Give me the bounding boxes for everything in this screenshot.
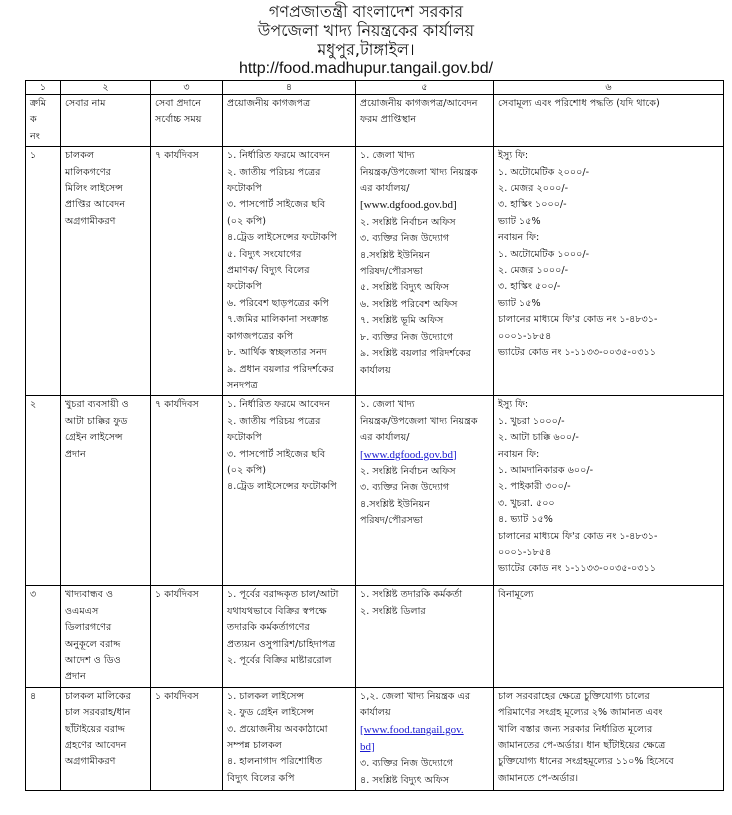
cell-line: ৩. পাসপোর্ট সাইজের ছবি: [227, 199, 326, 211]
cell-document-source: [356, 586, 494, 687]
link-text[interactable]: [www.dgfood.gov.bd]: [360, 199, 457, 212]
column-number-service-name: ২: [61, 81, 151, 95]
column-number-serial: ১: [26, 81, 61, 95]
cell-line: ৬. পরিবেশ ছাড়পত্রের কপি: [227, 297, 329, 309]
cell-line: ২. জাতীয় পরিচয় পত্রের: [227, 166, 321, 178]
cell-line: ২. সংশ্লিষ্ট নির্বাচন অফিস: [360, 465, 456, 477]
cell-line: বিনামূল্যে: [498, 589, 534, 601]
cell-line: জামানতে পে-অর্ডার।: [498, 772, 579, 784]
cell-line: ২. পূর্বের বিক্রির মাষ্টাররোল: [227, 654, 332, 666]
cell-required-documents: [223, 687, 356, 790]
cell-line: ৩. হাস্কিং ১০০০/-: [498, 199, 567, 211]
cell-line: ভ্যাট ১৫%: [498, 297, 541, 309]
cell-fee-payment: [494, 147, 724, 396]
cell-line: ১. অটোমেটিক ২০০০/-: [498, 166, 590, 178]
cell-line: ইস্যু ফি:: [498, 150, 529, 162]
cell-line: ৪.ট্রেড লাইসেন্সের ফটোকপি: [227, 232, 337, 244]
cell-line: ফটোকপি: [227, 281, 262, 293]
cell-line: ৯. প্রধান বয়লার পরিদর্শকের: [227, 363, 334, 375]
cell-line: ২. জাতীয় পরিচয় পত্রের: [227, 415, 321, 427]
cell-line: এর কার্যালয়/: [360, 432, 410, 444]
cell-line: ৭ কার্যদিবস: [155, 399, 199, 411]
document-header: [0, 0, 732, 78]
cell-serial: [26, 147, 61, 396]
cell-line: ভ্যাটের কোড নং ১-১১৩৩-০০৩৫-০৩১১: [498, 563, 656, 575]
cell-line: ৩. হাস্কিং ৫০০/-: [498, 281, 561, 293]
cell-line: ০০০১-১৮৫৪: [498, 546, 552, 558]
cell-line: ১. জেলা খাদ্য: [360, 399, 415, 411]
cell-required-documents: [223, 586, 356, 687]
cell-line: কার্যালয়: [360, 364, 391, 376]
header-line: সর্বোচ্চ সময়: [155, 114, 202, 126]
table-row: [26, 687, 724, 790]
cell-line: ১ কার্যদিবস: [155, 589, 199, 601]
table-row: [26, 396, 724, 586]
cell-line: ৩: [30, 589, 37, 601]
cell-line: নিয়ন্ত্রক/উপজেলা খাদ্য নিয়ন্ত্রক: [360, 166, 478, 178]
column-header-document-source: [356, 95, 494, 147]
header-line: সেবামূল্য এবং পরিশোধ পদ্ধতি (যদি থাকে): [498, 98, 660, 109]
cell-line: কাগজপত্রের কপি: [227, 330, 294, 342]
cell-line: পরিষদ/পৌরসভা: [360, 266, 423, 278]
cell-line: ২. পাইকারী ৩০০/-: [498, 481, 571, 493]
column-header-required-documents: [223, 95, 356, 147]
header-line: সেবা প্রদানে: [155, 98, 201, 109]
cell-line: যথাযথভাবে বিক্রির স্বপক্ষে: [227, 605, 327, 617]
column-number-fee-payment: ৬: [494, 81, 724, 95]
cell-line: নবায়ন ফি:: [498, 232, 540, 244]
column-number-max-time: ৩: [151, 81, 223, 95]
cell-line: ৩. খুচরা. ৫০০: [498, 497, 555, 509]
cell-line: ০০০১-১৮৫৪: [498, 330, 552, 342]
cell-line: ১. চালকল লাইসেন্স: [227, 690, 305, 702]
cell-fee-payment: [494, 586, 724, 687]
cell-line: ২. সংশ্লিষ্ট নির্বাচন অফিস: [360, 216, 456, 228]
cell-document-source: [356, 147, 494, 396]
cell-line: ৮. আর্থিক স্বচ্ছলতার সনদ: [227, 347, 327, 359]
cell-line: মিলিং লাইসেন্স: [65, 183, 123, 195]
cell-line: চালানের মাধ্যমে ফি'র কোড নং ১-৪৮৩১-: [498, 314, 658, 326]
cell-line: ইস্যু ফি:: [498, 399, 529, 411]
link-text[interactable]: [www.dgfood.gov.bd]: [360, 448, 457, 461]
cell-max-time: [151, 586, 223, 687]
cell-line: ছাঁটাইয়ের বরাদ্দ: [65, 723, 125, 735]
column-number-document-source: ৫: [356, 81, 494, 95]
cell-line: পরিমাণের সংগ্রহ মূল্যের ২% জামানত এবং: [498, 707, 663, 719]
cell-line: গ্রহণের আবেদন: [65, 739, 127, 751]
cell-line: খাদ্যবান্ধব ও: [65, 589, 114, 601]
cell-line: ১. পূর্বের বরাদ্দকৃত চাল/আটা: [227, 589, 339, 601]
cell-line: ৪: [30, 690, 37, 702]
header-line: সেবার নাম: [65, 98, 106, 109]
cell-line: কার্যালয়: [360, 707, 391, 719]
table-row: [26, 147, 724, 396]
cell-service-name: [61, 147, 151, 396]
cell-line: ৪.সংশ্লিষ্ট ইউনিয়ন: [360, 498, 430, 510]
header-line: প্রয়োজনীয় কাগজপত্র/আবেদন: [360, 98, 478, 109]
header-government: গণপ্রজাতন্ত্রী বাংলাদেশ সরকার: [268, 2, 464, 21]
website-link[interactable]: [360, 197, 489, 214]
column-header-fee-payment: [494, 95, 724, 147]
header-office: উপজেলা খাদ্য নিয়ন্ত্রকের কার্যালয়: [257, 21, 475, 40]
cell-line: গ্রেইন লাইসেন্স: [65, 432, 123, 444]
cell-line: ৪. হালনাগাদ পরিশোধিত: [227, 756, 323, 768]
cell-line: ১. অটোমেটিক ১০০০/-: [498, 248, 590, 260]
cell-line: চুক্তিযোগ্য ধানের সংগ্রহমূল্যের ১১০% হিসেবে: [498, 756, 674, 768]
cell-line: মালিকগণের: [65, 166, 111, 178]
cell-line: ১. নির্ধারিত ফরমে আবেদন: [227, 150, 330, 162]
header-line: ক্রমি: [30, 98, 47, 109]
cell-line: ৪.সংশ্লিষ্ট ইউনিয়ন: [360, 249, 430, 261]
cell-line: ১. খুচরা ১০০০/-: [498, 415, 565, 427]
cell-service-name: [61, 586, 151, 687]
cell-line: এর কার্যালয়/: [360, 183, 410, 195]
cell-service-name: [61, 396, 151, 586]
cell-max-time: [151, 147, 223, 396]
cell-line: ৩. ব্যক্তির নিজ উদ্যোগে: [360, 758, 454, 770]
cell-line: ১ কার্যদিবস: [155, 690, 199, 702]
cell-line: ১. নির্ধারিত ফরমে আবেদন: [227, 399, 330, 411]
cell-serial: [26, 396, 61, 586]
cell-line: ২. সংশ্লিষ্ট ডিলার: [360, 605, 426, 617]
cell-line: ৩. প্রয়োজনীয় অবকাঠামো: [227, 723, 328, 735]
cell-line: ডিলারগণের: [65, 622, 112, 634]
header-line: প্রয়োজনীয় কাগজপত্র: [227, 98, 311, 109]
cell-line: আদেশ ও ডিও: [65, 654, 121, 666]
citizen-charter-table: [25, 80, 724, 791]
cell-line: ২. মেজর ১০০০/-: [498, 265, 569, 277]
cell-document-source: [356, 396, 494, 586]
cell-line: আটা চাক্কির ফুড: [65, 415, 128, 427]
cell-document-source: [356, 687, 494, 790]
column-number-row: [26, 81, 724, 95]
cell-line: ৩. ব্যক্তির নিজ উদ্যোগ: [360, 233, 450, 245]
cell-max-time: [151, 396, 223, 586]
column-number-required-documents: ৪: [223, 81, 356, 95]
cell-serial: [26, 687, 61, 790]
cell-line: ১. সংশ্লিষ্ট তদারকি কর্মকর্তা: [360, 589, 463, 601]
website-link[interactable]: [360, 739, 489, 756]
header-location: মধুপুর,টাঙ্গাইল।: [317, 40, 415, 59]
column-header-serial: [26, 95, 61, 147]
cell-line: চাল সরবরাহের ক্ষেত্রে চুক্তিযোগ্য চালের: [498, 690, 650, 702]
cell-serial: [26, 586, 61, 687]
cell-line: ভ্যাট ১৫%: [498, 215, 541, 227]
header-line: নং: [30, 130, 40, 142]
cell-max-time: [151, 687, 223, 790]
table-row: [26, 586, 724, 687]
cell-line: ৩. পাসপোর্ট সাইজের ছবি: [227, 448, 326, 460]
cell-line: চালানের মাধ্যমে ফি'র কোড নং ১-৪৮৩১-: [498, 530, 658, 542]
cell-line: (০২ কপি): [227, 215, 266, 227]
cell-line: অগ্রগামীকরণ: [65, 215, 116, 227]
cell-line: নিয়ন্ত্রক/উপজেলা খাদ্য নিয়ন্ত্রক: [360, 415, 478, 427]
cell-line: চালকল মালিকের: [65, 690, 131, 702]
cell-line: ৪.ট্রেড লাইসেন্সের ফটোকপি: [227, 481, 337, 493]
cell-line: ৫. সংশ্লিষ্ট বিদ্যুৎ অফিস: [360, 282, 450, 294]
cell-line: ৭ কার্যদিবস: [155, 150, 199, 162]
cell-line: ৮. ব্যক্তির নিজ উদ্যোগে: [360, 331, 454, 343]
cell-service-name: [61, 687, 151, 790]
column-header-service-name: [61, 95, 151, 147]
cell-line: জামানতের পে-অর্ডার। ধান ছাঁটাইয়ের ক্ষেত্রে: [498, 739, 666, 751]
cell-line: প্রদান: [65, 448, 86, 460]
website-link[interactable]: [360, 447, 489, 464]
cell-line: ২. মেজর ২০০০/-: [498, 183, 569, 195]
link-text[interactable]: [www.food.tangail.gov.: [360, 723, 464, 736]
cell-line: প্রাপ্তির আবেদন: [65, 199, 126, 211]
cell-line: ৭. সংশ্লিষ্ট ভূমি অফিস: [360, 315, 444, 327]
column-header-max-time: [151, 95, 223, 147]
cell-line: ৫. বিদ্যুৎ সংযোগের: [227, 248, 302, 260]
cell-line: ৬. সংশ্লিষ্ট পরিবেশ অফিস: [360, 298, 458, 310]
cell-line: খুচরা ব্যবসায়ী ও: [65, 399, 129, 411]
cell-line: ওএমএস: [65, 605, 99, 617]
cell-line: ২. আটা চাক্কি ৬০০/-: [498, 432, 579, 444]
cell-line: ৭.জমির মালিকানা সংক্রান্ত: [227, 314, 329, 326]
website-link[interactable]: [360, 722, 489, 739]
cell-line: ৩. ব্যক্তির নিজ উদ্যোগ: [360, 482, 450, 494]
cell-line: সনদপত্র: [227, 379, 258, 391]
link-text[interactable]: bd]: [360, 740, 375, 753]
cell-line: নবায়ন ফি:: [498, 448, 540, 460]
cell-line: ৪. সংশ্লিষ্ট বিদ্যুৎ অফিস: [360, 774, 450, 786]
cell-line: ফটোকপি: [227, 183, 262, 195]
cell-line: ভ্যাটের কোড নং ১-১১৩৩-০০৩৫-০৩১১: [498, 347, 656, 359]
cell-line: প্রদান: [65, 671, 86, 683]
cell-line: ১. জেলা খাদ্য: [360, 150, 415, 162]
cell-line: তদারকি কর্মকর্তাগণের: [227, 622, 310, 634]
cell-required-documents: [223, 147, 356, 396]
cell-fee-payment: [494, 396, 724, 586]
cell-line: বিদ্যুৎ বিলের কপি: [227, 772, 295, 784]
cell-line: ফটোকপি: [227, 432, 262, 444]
header-url[interactable]: http://food.madhupur.tangail.gov.bd/: [238, 60, 494, 77]
cell-line: প্রমাণক/ বিদ্যুৎ বিলের: [227, 265, 310, 277]
cell-line: ১: [30, 150, 37, 162]
cell-line: ৯. সংশ্লিষ্ট বয়লার পরিদর্শকের: [360, 348, 471, 360]
cell-line: অগ্রগামীকরণ: [65, 756, 116, 768]
cell-line: পরিষদ/পৌরসভা: [360, 515, 423, 527]
cell-fee-payment: [494, 687, 724, 790]
cell-line: ১. আমদানিকারক ৬০০/-: [498, 464, 594, 476]
cell-line: সম্পন্ন চালকল: [227, 739, 282, 751]
cell-line: চালকল: [65, 150, 94, 162]
cell-line: ২. ফুড গ্রেইন লাইসেন্স: [227, 707, 314, 719]
cell-line: (০২ কপি): [227, 464, 266, 476]
cell-line: ৪. ভ্যাট ১৫%: [498, 514, 553, 526]
header-line: ক: [30, 114, 37, 126]
cell-line: ১,২. জেলা খাদ্য নিয়ন্ত্রক এর: [360, 690, 471, 702]
header-line: ফরম প্রাপ্তিস্থান: [360, 114, 417, 126]
cell-line: ২: [30, 399, 37, 411]
cell-line: অনুকূলে বরাদ্দ: [65, 638, 121, 650]
cell-line: চাল সরবরাহ/ধান: [65, 707, 131, 719]
cell-line: প্রত্যয়ন ওসুপারিশ/চাহিদাপত্র: [227, 638, 336, 650]
cell-line: খালি বস্তার জন্য সরকার নির্ধারিত মূল্যের: [498, 723, 653, 735]
cell-required-documents: [223, 396, 356, 586]
column-header-row: [26, 95, 724, 147]
